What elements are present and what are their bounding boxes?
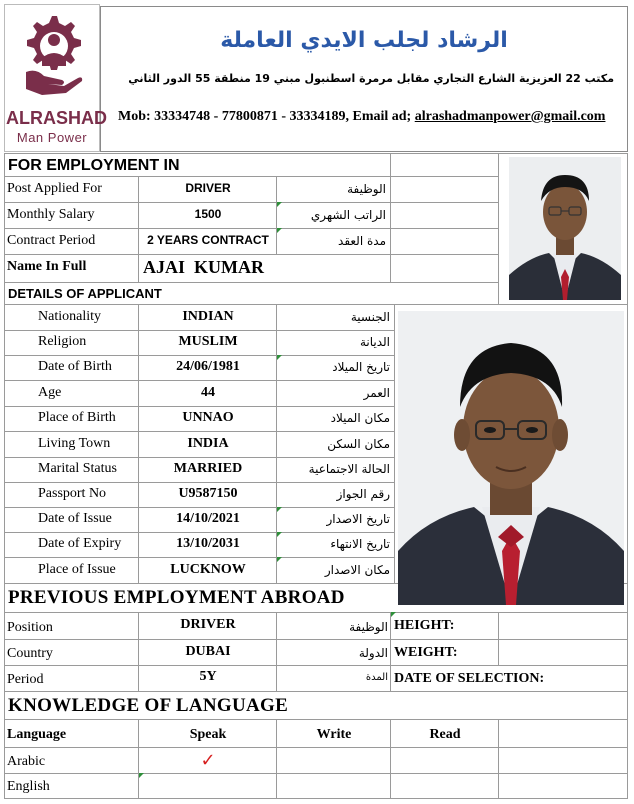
living-town-ar: مكان السكن — [327, 437, 390, 451]
grid-line — [4, 691, 628, 692]
contract-period-label: Contract Period — [7, 233, 96, 248]
grid-line — [4, 773, 628, 774]
monthly-salary-label: Monthly Salary — [7, 207, 95, 222]
cell-marker — [277, 355, 282, 360]
grid-left-border — [4, 153, 5, 799]
gear-person-logo-icon — [18, 12, 86, 108]
grid-line — [138, 719, 139, 798]
post-applied-value: DRIVER — [185, 181, 231, 195]
cell-marker — [277, 507, 282, 512]
cell-marker — [391, 612, 396, 617]
applicant-heading: DETAILS OF APPLICANT — [8, 286, 162, 301]
prev-country-ar: الدولة — [358, 646, 388, 660]
company-contact — [118, 109, 605, 125]
cell-marker — [139, 773, 144, 778]
cell-marker — [277, 532, 282, 537]
language-heading: KNOWLEDGE OF LANGUAGE — [8, 695, 289, 716]
name-in-full-label: Name In Full — [7, 259, 87, 274]
place-of-birth-value: UNNAO — [182, 410, 234, 425]
employment-heading: FOR EMPLOYMENT IN — [8, 157, 180, 174]
prev-period-value: 5Y — [199, 669, 217, 684]
grid-line — [4, 457, 394, 458]
grid-line — [4, 482, 394, 483]
language-arabic-label: Arabic — [7, 754, 46, 769]
grid-line — [4, 304, 628, 305]
grid-line — [138, 304, 139, 583]
language-english-label: English — [7, 779, 50, 794]
post-applied-label: Post Applied For — [7, 181, 102, 196]
cell-marker — [277, 557, 282, 562]
passport-no-value: U9587150 — [178, 486, 238, 501]
grid-line — [4, 747, 628, 748]
cell-marker — [277, 228, 282, 233]
grid-line — [276, 176, 277, 254]
grid-line — [4, 431, 394, 432]
prev-country-value: DUBAI — [185, 644, 231, 659]
grid-line — [138, 612, 139, 691]
dob-value: 24/06/1981 — [176, 359, 240, 374]
name-in-full-value: AJAI KUMAR — [143, 257, 264, 277]
date-of-issue-ar: تاريخ الاصدار — [326, 512, 390, 526]
place-of-birth-label: Place of Birth — [38, 410, 116, 425]
date-of-expiry-label: Date of Expiry — [38, 536, 122, 551]
prev-position-ar: الوظيفة — [349, 620, 388, 634]
grid-line — [276, 719, 277, 798]
monthly-salary-value: 1500 — [194, 207, 222, 221]
grid-right-border — [627, 153, 628, 799]
date-of-issue-value: 14/10/2021 — [176, 511, 240, 526]
passport-no-ar: رقم الجواز — [336, 487, 390, 501]
date-of-expiry-value: 13/10/2031 — [176, 536, 240, 551]
religion-ar: الديانة — [359, 335, 390, 349]
contact-email[interactable]: alrashadmanpower@gmail.com — [414, 109, 606, 124]
grid-line — [4, 639, 628, 640]
grid-line — [4, 355, 394, 356]
grid-line — [498, 719, 499, 798]
write-col-header: Write — [316, 727, 352, 742]
prev-position-value: DRIVER — [180, 617, 236, 632]
grid-line — [4, 798, 628, 799]
contract-period-value: 2 YEARS CONTRACT — [147, 233, 269, 247]
grid-line — [394, 304, 395, 583]
grid-top-border — [4, 153, 628, 154]
read-col-header: Read — [429, 727, 461, 742]
nationality-ar: الجنسية — [350, 310, 390, 324]
weight-label: WEIGHT: — [394, 645, 458, 660]
dob-label: Date of Birth — [38, 359, 112, 374]
age-ar: العمر — [363, 386, 390, 400]
religion-label: Religion — [38, 334, 87, 349]
grid-line — [4, 176, 498, 177]
contract-period-ar: مدة العقد — [338, 234, 386, 248]
place-of-issue-ar: مكان الاصدار — [324, 563, 390, 577]
grid-line — [4, 532, 394, 533]
grid-line — [4, 719, 628, 720]
contact-numbers: Mob: 33334748 - 77800871 - 33334189, Email ad; — [118, 109, 415, 124]
prev-period-label: Period — [7, 672, 44, 687]
nationality-value: INDIAN — [182, 309, 234, 324]
age-value: 44 — [201, 385, 215, 400]
applicant-photo-small — [509, 157, 621, 300]
date-of-selection-label: DATE OF SELECTION: — [394, 671, 545, 686]
logo-sub-text: Man Power — [16, 130, 88, 145]
company-title-ar: الرشاد لجلب الايدي العاملة — [220, 28, 508, 53]
grid-line — [4, 406, 394, 407]
post-applied-ar: الوظيفة — [347, 182, 386, 196]
grid-line — [390, 153, 391, 282]
arabic-speak-check-icon: ✓ — [200, 750, 216, 771]
applicant-photo-large — [398, 311, 624, 605]
monthly-salary-ar: الراتب الشهري — [310, 208, 386, 222]
living-town-label: Living Town — [38, 436, 111, 451]
grid-line — [390, 719, 391, 798]
date-of-issue-label: Date of Issue — [38, 511, 112, 526]
age-label: Age — [38, 385, 62, 400]
place-of-birth-ar: مكان الميلاد — [330, 411, 390, 425]
grid-line — [4, 507, 394, 508]
grid-line — [276, 612, 277, 691]
religion-value: MUSLIM — [178, 334, 238, 349]
grid-line — [4, 254, 498, 255]
marital-status-value: MARRIED — [173, 461, 243, 476]
living-town-value: INDIA — [187, 436, 229, 451]
nationality-label: Nationality — [38, 309, 101, 324]
logo-brand-text: ALRASHAD — [6, 108, 107, 128]
passport-no-label: Passport No — [38, 486, 107, 501]
grid-line — [276, 304, 277, 583]
language-col-header: Language — [7, 727, 67, 742]
marital-status-ar: الحالة الاجتماعية — [308, 462, 390, 476]
height-label: HEIGHT: — [394, 618, 455, 633]
grid-line — [4, 202, 498, 203]
grid-line — [390, 612, 391, 691]
company-address-ar: مكتب 22 العزيزية الشارع التجاري مقابل مرمرة اسطنبول مبني 19 منطقة 55 الدور الثاني — [128, 72, 614, 85]
grid-line — [498, 612, 499, 665]
place-of-issue-label: Place of Issue — [38, 562, 116, 577]
grid-line — [4, 557, 394, 558]
prev-position-label: Position — [7, 620, 53, 635]
date-of-expiry-ar: تاريخ الانتهاء — [330, 537, 390, 551]
grid-line — [4, 380, 394, 381]
grid-line — [498, 153, 499, 304]
marital-status-label: Marital Status — [38, 461, 117, 476]
previous-employment-heading: PREVIOUS EMPLOYMENT ABROAD — [8, 587, 345, 608]
grid-line — [4, 612, 628, 613]
prev-country-label: Country — [7, 646, 53, 661]
grid-line — [4, 228, 498, 229]
grid-line — [4, 282, 498, 283]
place-of-issue-value: LUCKNOW — [170, 562, 246, 577]
grid-line — [4, 330, 394, 331]
prev-period-ar: المدة — [365, 672, 388, 683]
dob-ar: تاريخ الميلاد — [332, 360, 390, 374]
speak-col-header: Speak — [189, 727, 227, 742]
grid-line — [4, 665, 628, 666]
grid-line — [138, 176, 139, 282]
cell-marker — [277, 202, 282, 207]
